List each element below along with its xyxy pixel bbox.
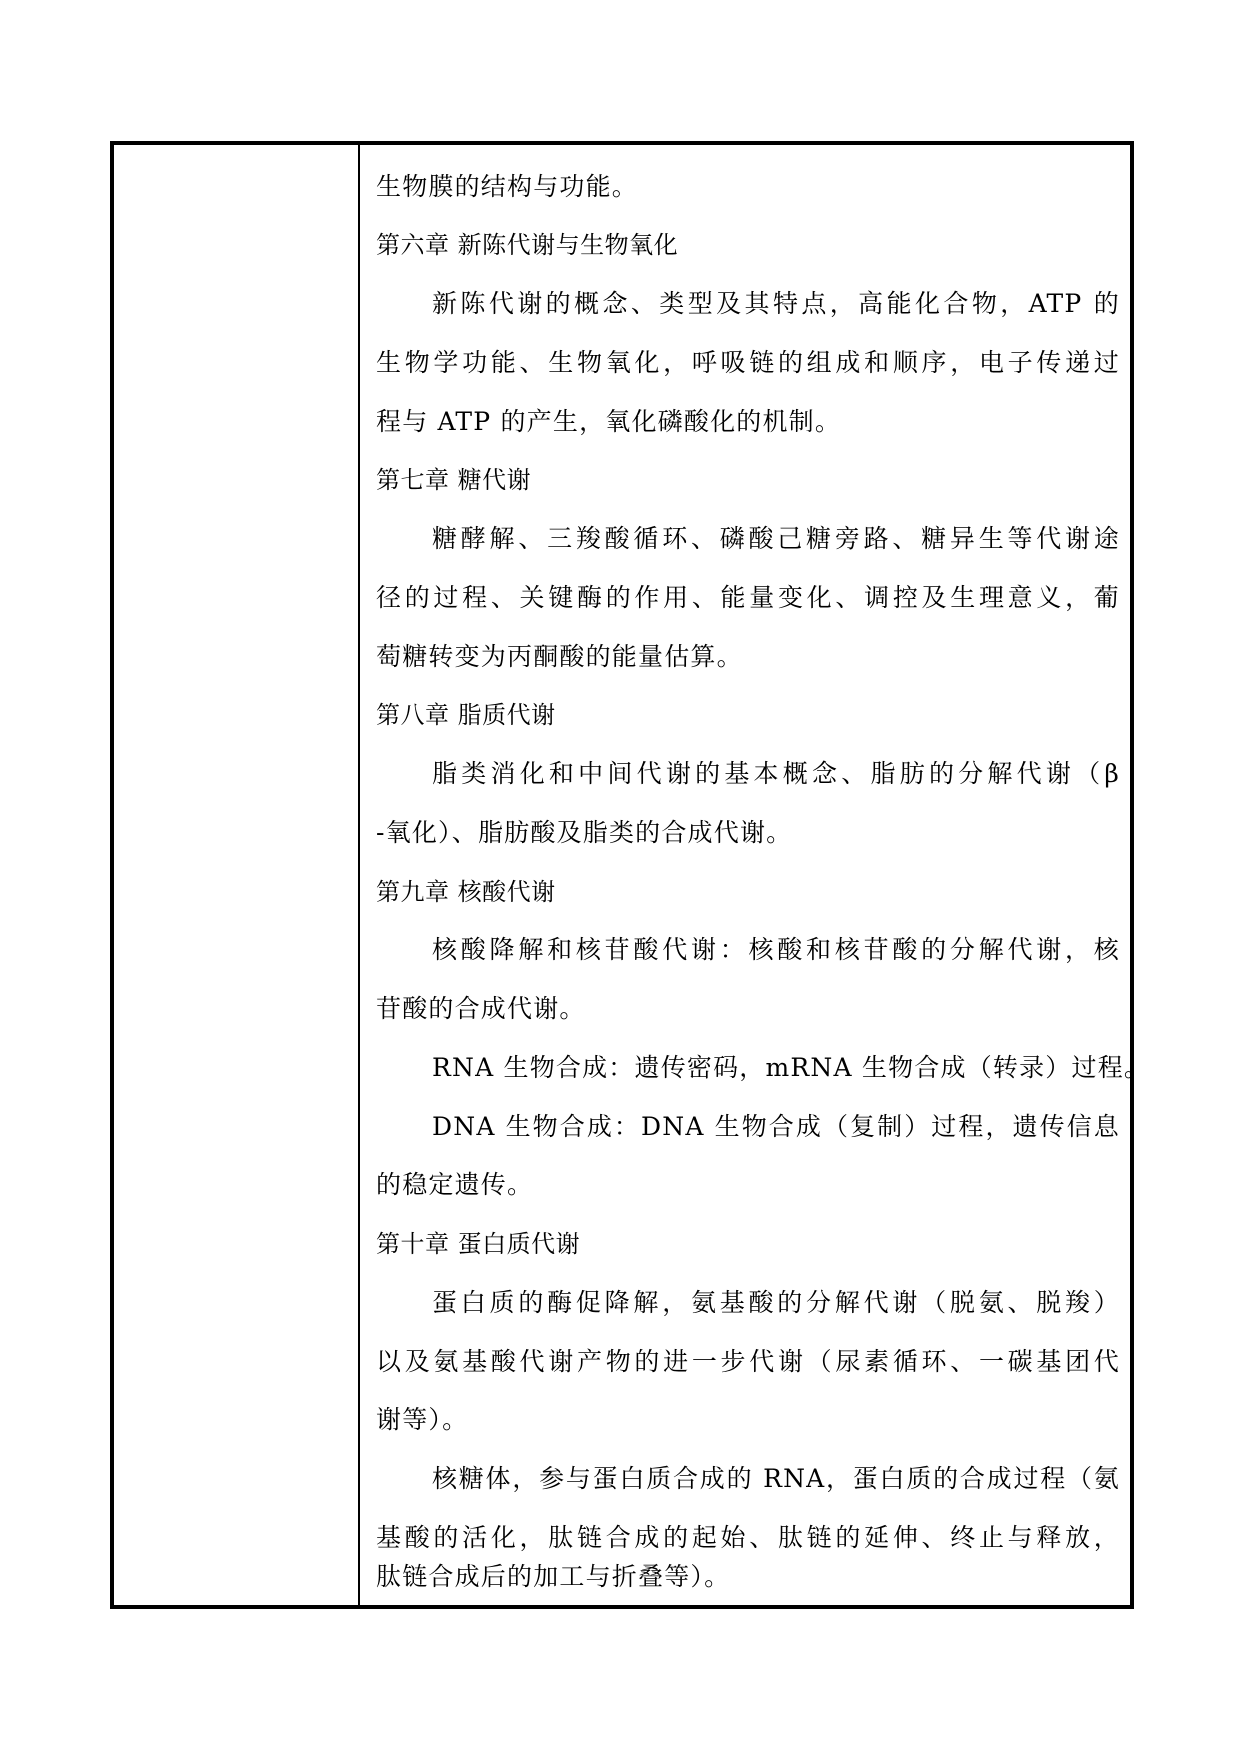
text-line: -氧化）、脂肪酸及脂类的合成代谢。 (376, 818, 793, 847)
text-line: 新陈代谢的概念、类型及其特点，高能化合物，ATP 的 (432, 289, 1120, 318)
text-line: 蛋白质的酶促降解，氨基酸的分解代谢（脱氨、脱羧） (432, 1288, 1120, 1317)
text-line: 肽链合成后的加工与折叠等）。 (376, 1562, 731, 1591)
chapter-heading-8: 第八章 脂质代谢 (376, 701, 556, 729)
text-line: 径的过程、关键酶的作用、能量变化、调控及生理意义，葡 (376, 583, 1120, 612)
text-line: 基酸的活化，肽链合成的起始、肽链的延伸、终止与释放， (376, 1523, 1120, 1552)
text-line: DNA 生物合成：DNA 生物合成（复制）过程，遗传信息 (432, 1112, 1120, 1141)
text-line: 脂类消化和中间代谢的基本概念、脂肪的分解代谢（β (432, 759, 1120, 788)
text-line: 谢等）。 (376, 1405, 469, 1434)
text-line: 核糖体，参与蛋白质合成的 RNA，蛋白质的合成过程（氨 (432, 1464, 1120, 1493)
text-line: 生物膜的结构与功能。 (376, 172, 639, 201)
text-line: 的稳定遗传。 (376, 1170, 534, 1199)
chapter-heading-10: 第十章 蛋白质代谢 (376, 1230, 581, 1258)
text-line: 以及氨基酸代谢产物的进一步代谢（尿素循环、一碳基团代 (376, 1347, 1120, 1376)
text-line: 苷酸的合成代谢。 (376, 994, 586, 1023)
text-line: 核酸降解和核苷酸代谢：核酸和核苷酸的分解代谢，核 (432, 935, 1120, 964)
chapter-heading-6: 第六章 新陈代谢与生物氧化 (376, 231, 679, 259)
column-divider (358, 145, 360, 1605)
text-line: 糖酵解、三羧酸循环、磷酸己糖旁路、糖异生等代谢途 (432, 524, 1120, 553)
table-left-cell (114, 145, 358, 1605)
chapter-heading-9: 第九章 核酸代谢 (376, 878, 556, 906)
text-line: 萄糖转变为丙酮酸的能量估算。 (376, 642, 743, 671)
text-line: 生物学功能、生物氧化，呼吸链的组成和顺序，电子传递过 (376, 348, 1120, 377)
table-right-cell (376, 145, 1151, 1605)
text-line: 程与 ATP 的产生，氧化磷酸化的机制。 (376, 407, 842, 436)
content-table (110, 141, 1151, 1609)
chapter-heading-7: 第七章 糖代谢 (376, 466, 532, 494)
text-line: RNA 生物合成：遗传密码，mRNA 生物合成（转录）过程。 (432, 1053, 1151, 1082)
